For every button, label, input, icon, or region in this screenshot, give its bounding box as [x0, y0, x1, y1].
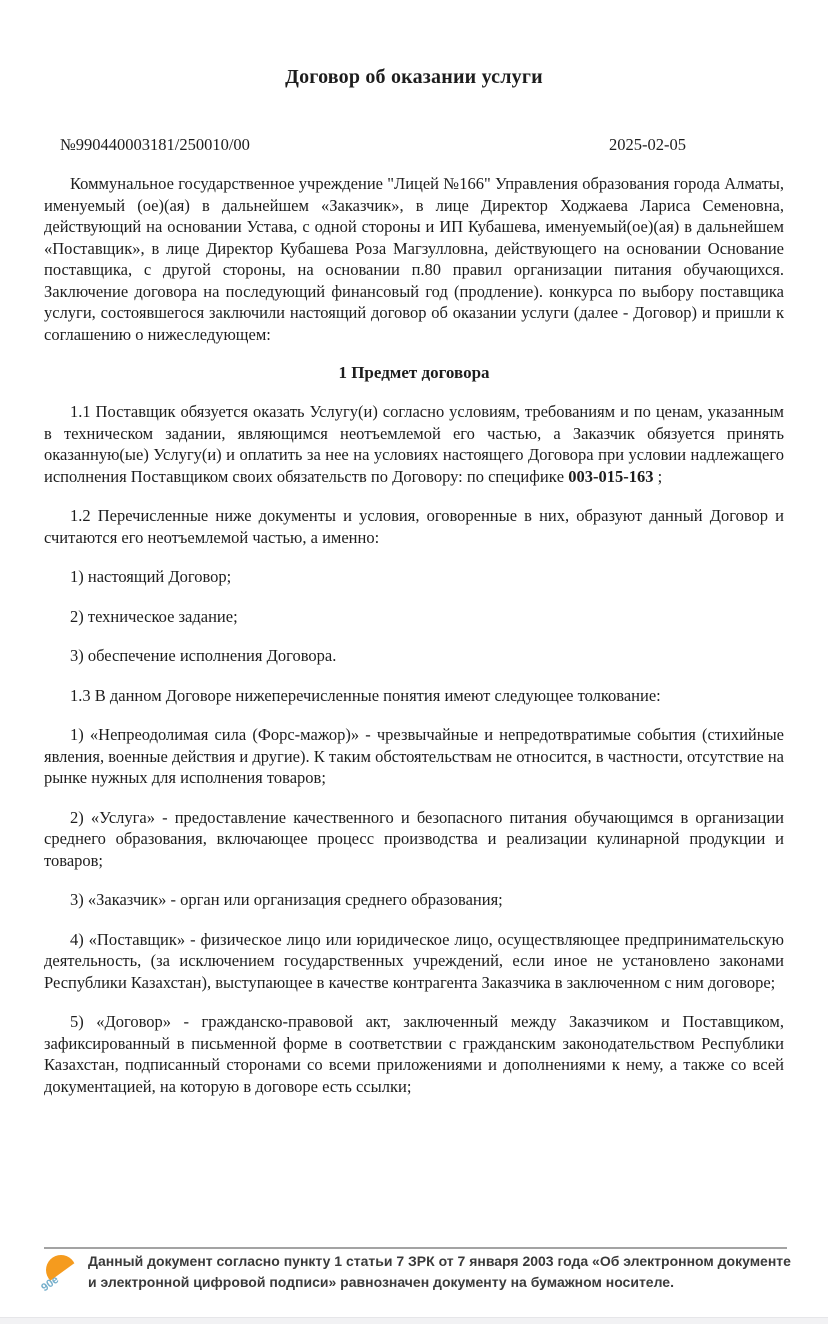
contract-meta-row	[44, 135, 784, 155]
definition-item: 2) «Услуга» - предоставление качественного и безопасного питания обучающимся в организации среднего образования, включающее процесс производства и реализации кулинарной продукции и товаров;	[44, 807, 784, 870]
contract-date: 2025-02-05	[609, 135, 686, 154]
document-list-item: 3) обеспечение исполнения Договора.	[70, 646, 337, 665]
footer-divider	[44, 1247, 787, 1249]
bottom-bar	[0, 1317, 828, 1324]
clause-1-1	[44, 401, 784, 487]
section-1-heading: 1 Предмет договора	[338, 363, 490, 382]
contract-page	[0, 66, 828, 1097]
svg-text:90e: 90e	[39, 1273, 62, 1295]
clause-1-2: 1.2 Перечисленные ниже документы и условия, оговоренные в них, образуют данный Договор и считаются его неотъемлемой частью, а именно:	[44, 506, 784, 547]
document-title: Договор об оказании услуги	[285, 66, 543, 88]
spec-code: 003-015-163	[568, 466, 654, 486]
contract-number: №990440003181/250010/00	[60, 135, 250, 154]
document-list-item: 2) техническое задание;	[70, 606, 238, 626]
definition-item: 5) «Договор» - гражданско-правовой акт, заключенный между Заказчиком и Поставщиком, зафиксированный в письменной форме в соответствии с гражданским законодательством Республики Казахстан, подписанный сторонами со всеми приложениями и дополнениями к нему, а также со всей документацией, на которую в договоре есть ссылки;	[44, 1012, 784, 1096]
footer-note: Данный документ согласно пункту 1 статьи 7 ЗРК от 7 января 2003 года «Об электронном документе и электронной цифровой подписи» равнозначен документу на бумажном носителе.	[88, 1253, 791, 1290]
document-list-item: 1) настоящий Договор;	[70, 567, 232, 586]
definition-item: 1) «Непреодолимая сила (Форс-мажор)» - чрезвычайные и непредотвратимые события (стихийные явления, военные действия и другие). К таким обстоятельствам не относится, в частности, отсутствие на рынке нужных для исполнения товаров;	[44, 725, 784, 787]
clause-1-1-suffix: ;	[653, 466, 663, 486]
eds-logo-icon	[37, 1252, 81, 1296]
clause-1-3: 1.3 В данном Договоре нижеперечисленные понятия имеют следующее толкование:	[70, 685, 661, 705]
intro-paragraph: Коммунальное государственное учреждение "Лицей №166" Управления образования города Алматы, именуемый (ое)(ая) в дальнейшем «Заказчик», в лице Директор Ходжаева Лариса Семеновна, действующий на основании Устава, с одной стороны и ИП Кубашева, именуемый(ое)(ая) в дальнейшем «Поставщик», в лице Директор Кубашева Роза Магзулловна, действующего на основании Основание поставщика, с другой стороны, на основании п.80 правил организации питания обучающихся. Заключение договора на последующий финансовый год (продление). конкурса по выбору поставщика услуги, состоявшегося заключили настоящий договор об оказании услуги (далее - Договор) и пришли к соглашению о нижеследующем:	[44, 174, 784, 344]
definition-item: 3) «Заказчик» - орган или организация среднего образования;	[70, 890, 503, 909]
definition-item: 4) «Поставщик» - физическое лицо или юридическое лицо, осуществляющее предпринимательскую деятельность, (за исключением государственных учреждений, если иное не установлено законами Республики Казахстан), выступающее в качестве контрагента Заказчика в заключенном с ним договоре;	[44, 929, 784, 992]
clause-1-1-text: 1.1 Поставщик обязуется оказать Услугу(и) согласно условиям, требованиям и по ценам, указанным в техническом задании, являющимся неотъемлемой его частью, а Заказчик обязуется принять оказанную(ые) Услугу(и) и оплатить за нее на условиях настоящего Договора при условии надлежащего исполнения Поставщиком своих обязательств по Договору: по спецификe	[44, 402, 784, 486]
